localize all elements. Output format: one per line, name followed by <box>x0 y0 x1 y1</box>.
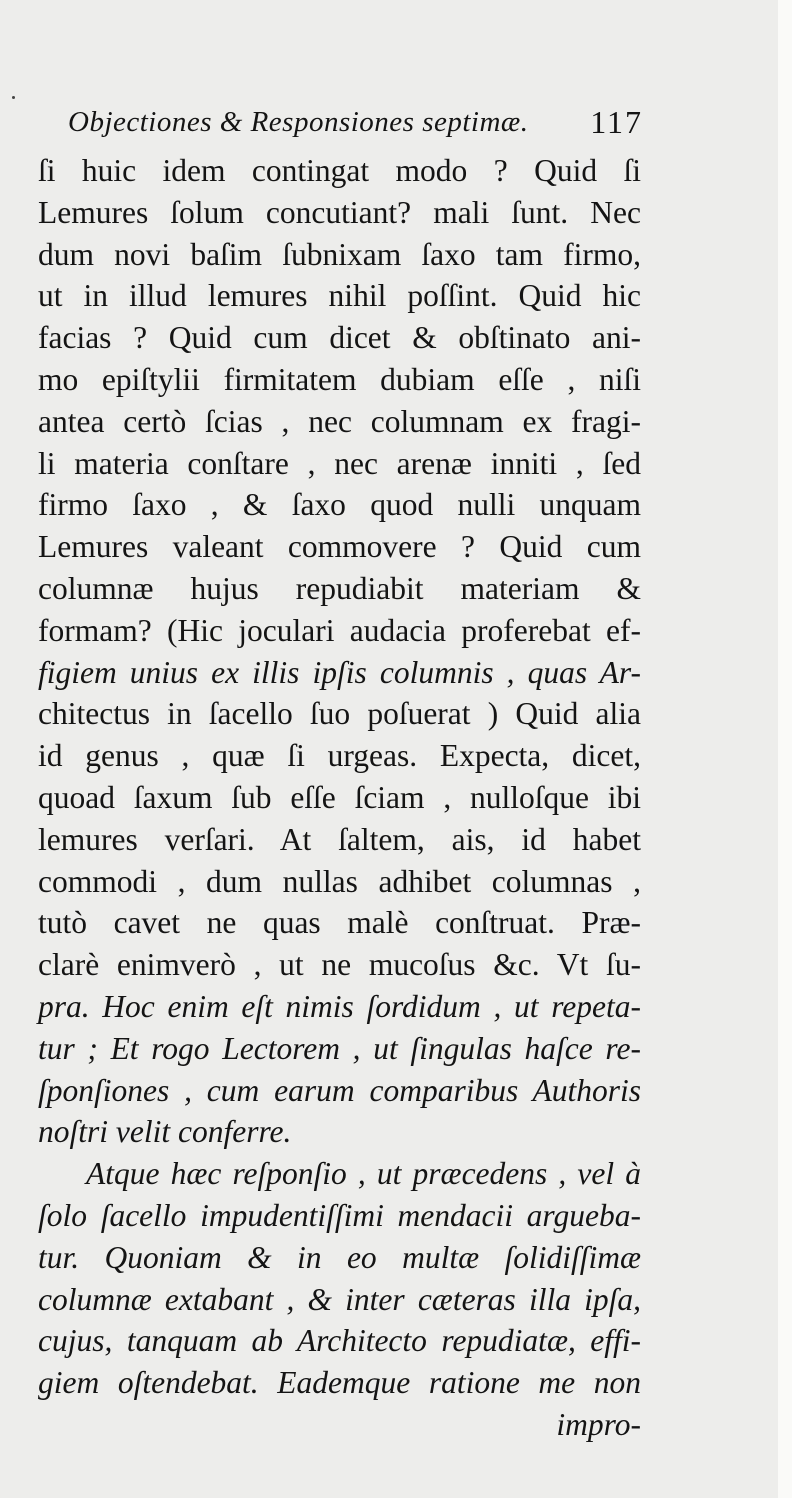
text-line: antea certò ſcias , nec columnam ex fragi- <box>38 403 641 439</box>
text-line: li materia conſtare , nec arenæ inniti , ſed <box>38 445 641 481</box>
text-line: Atque hæc reſponſio , ut præcedens , vel à <box>86 1156 641 1192</box>
text-line: formam? (Hic joculari audacia proferebat ef- <box>38 612 641 648</box>
text-line: ſponſiones , cum earum comparibus Authoris <box>38 1072 641 1108</box>
text-line: impro- <box>556 1406 641 1442</box>
text-line: dum novi baſim ſubnixam ſaxo tam firmo, <box>38 236 641 272</box>
text-line: ut in illud lemures nihil poſſint. Quid hic <box>38 278 641 314</box>
text-line: tutò cavet ne quas malè conſtruat. Præ- <box>38 905 641 941</box>
text-line: figiem unius ex illis ipſis columnis , quas Ar- <box>38 654 641 690</box>
text-block <box>38 150 641 1446</box>
text-line: commodi , dum nullas adhibet columnas , <box>38 863 641 899</box>
text-line: mo epiſtylii firmitatem dubiam eſſe , niſi <box>38 361 641 397</box>
text-line: giem oſtendebat. Eademque ratione me non <box>38 1365 641 1401</box>
text-line: firmo ſaxo , & ſaxo quod nulli unquam <box>38 487 641 523</box>
text-line: tur ; Et rogo Lectorem , ut ſingulas haſce re- <box>38 1030 641 1066</box>
page-edge <box>778 0 792 1498</box>
text-line: cujus, tanquam ab Architecto repudiatæ, effi- <box>38 1323 641 1359</box>
text-line: Lemures ſolum concutiant? mali ſunt. Nec <box>38 194 641 230</box>
text-line: pra. Hoc enim eſt nimis ſordidum , ut repeta- <box>38 988 641 1024</box>
text-line: tur. Quoniam & in eo multæ ſolidiſſimæ <box>38 1239 641 1275</box>
text-line: ſolo ſacello impudentiſſimi mendacii argueba- <box>38 1197 641 1233</box>
running-title: Objectiones & Responsiones septimæ. <box>68 106 529 138</box>
text-line: facias ? Quid cum dicet & obſtinato ani- <box>38 320 641 356</box>
text-line: chitectus in ſacello ſuo poſuerat ) Quid alia <box>38 696 641 732</box>
text-line: id genus , quæ ſi urgeas. Expecta, dicet, <box>38 738 641 774</box>
ink-speck <box>12 96 15 99</box>
text-line: noſtri velit conferre. <box>38 1114 292 1150</box>
text-line: clarè enimverò , ut ne mucoſus &c. Vt ſu- <box>38 947 641 983</box>
text-line: lemures verſari. At ſaltem, ais, id habet <box>38 821 641 857</box>
text-line: Lemures valeant commovere ? Quid cum <box>38 529 641 565</box>
running-header <box>68 96 643 150</box>
page-number: 117 <box>590 104 643 140</box>
text-line: columnæ hujus repudiabit materiam & <box>38 570 641 606</box>
text-line: ſi huic idem contingat modo ? Quid ſi <box>38 153 641 188</box>
text-line: quoad ſaxum ſub eſſe ſciam , nulloſque ibi <box>38 779 641 815</box>
text-line: columnæ extabant , & inter cæteras illa ipſa, <box>38 1281 641 1317</box>
